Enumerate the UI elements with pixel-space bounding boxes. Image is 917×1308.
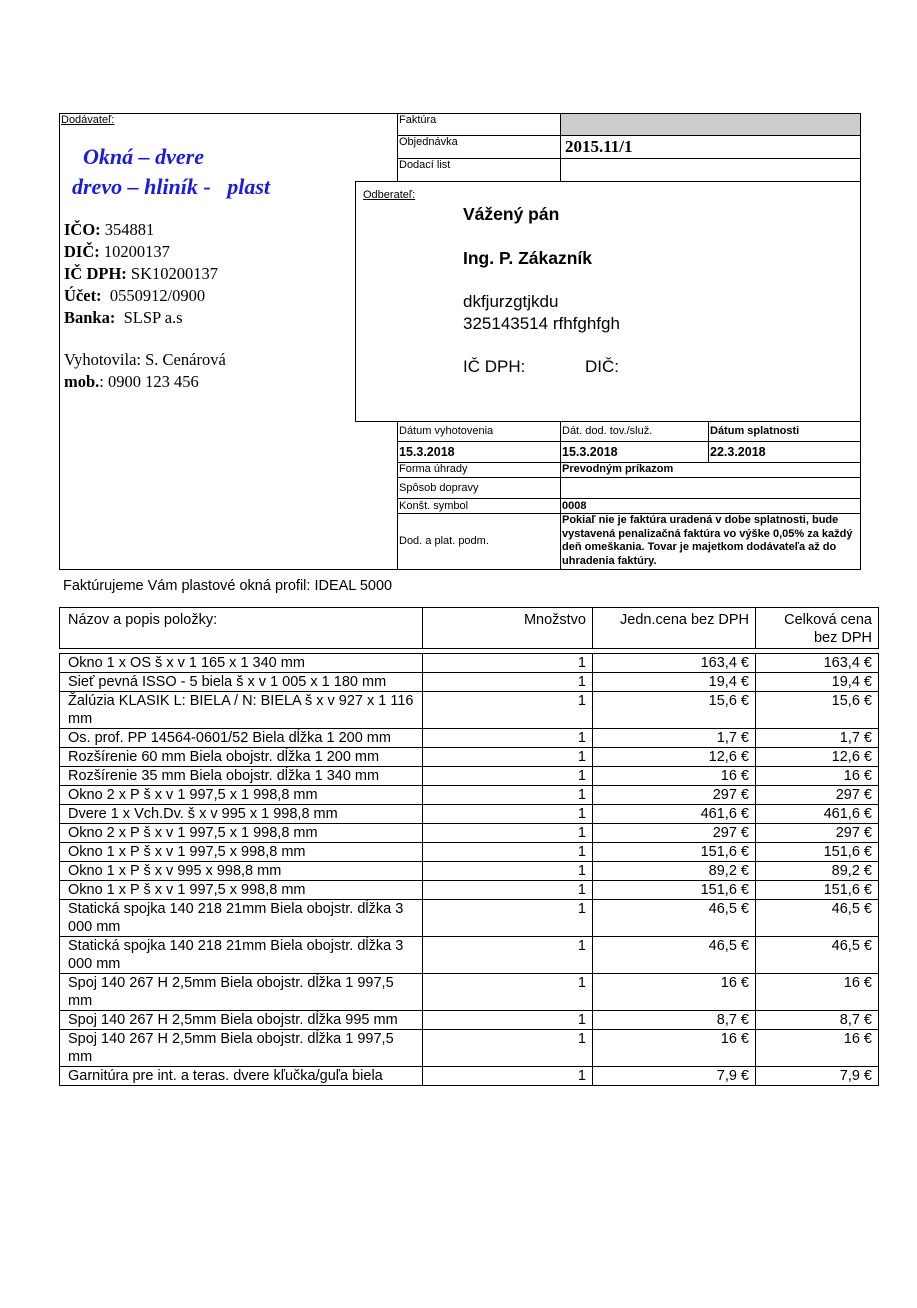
delivery-date-value: 15.3.2018	[562, 445, 618, 459]
supplier-brand-line1: Okná – dvere	[83, 144, 204, 169]
item-qty: 1	[423, 673, 593, 692]
item-qty: 1	[423, 786, 593, 805]
supplier-info	[64, 219, 354, 393]
grid-row1	[397, 441, 860, 442]
item-name: Garnitúra pre int. a teras. dvere kľučka/guľa biela	[60, 1067, 423, 1086]
issue-date-label: Dátum vyhotovenia	[399, 425, 494, 437]
item-qty: 1	[423, 824, 593, 843]
item-unit-price: 12,6 €	[593, 748, 756, 767]
item-unit-price: 16 €	[593, 974, 756, 1011]
supplier-ico: IČO: 354881	[64, 220, 155, 239]
item-qty: 1	[423, 937, 593, 974]
item-qty: 1	[423, 974, 593, 1011]
item-unit-price: 297 €	[593, 824, 756, 843]
item-total-price: 15,6 €	[756, 692, 879, 729]
item-total-price: 16 €	[756, 1030, 879, 1067]
faktura-label: Faktúra	[399, 114, 437, 126]
item-total-price: 89,2 €	[756, 862, 879, 881]
item-total-price: 7,9 €	[756, 1067, 879, 1086]
table-row	[60, 862, 879, 881]
payment-form-value: Prevodným príkazom	[562, 463, 674, 475]
item-name: Rozšírenie 35 mm Biela obojstr. dĺžka 1 340 mm	[60, 767, 423, 786]
table-row	[60, 881, 879, 900]
item-name: Statická spojka 140 218 21mm Biela obojstr. dĺžka 3 000 mm	[60, 937, 423, 974]
item-unit-price: 7,9 €	[593, 1067, 756, 1086]
item-qty: 1	[423, 748, 593, 767]
item-total-price: 46,5 €	[756, 937, 879, 974]
transport-label: Spôsob dopravy	[399, 482, 479, 494]
item-name: Okno 2 x P š x v 1 997,5 x 1 998,8 mm	[60, 786, 423, 805]
item-unit-price: 151,6 €	[593, 843, 756, 862]
supplier-brand-line2: drevo – hliník - plast	[72, 174, 271, 199]
objednavka-value: 2015.11/1	[565, 137, 633, 156]
table-row	[60, 1030, 879, 1067]
item-qty: 1	[423, 843, 593, 862]
item-total-price: 151,6 €	[756, 843, 879, 862]
col-header-name: Názov a popis položky:	[60, 608, 423, 649]
delivery-date-label: Dát. dod. tov./služ.	[562, 425, 653, 437]
customer-box-top	[355, 181, 860, 182]
supplier-account: Účet: 0550912/0900	[64, 286, 206, 305]
col-header-total-price: Celková cena bez DPH	[756, 608, 879, 649]
supplier-dic: DIČ: 10200137	[64, 242, 170, 261]
table-row	[60, 673, 879, 692]
hdr-row2	[397, 158, 860, 159]
grid-col-left	[397, 421, 398, 570]
table-row	[60, 805, 879, 824]
item-name: Okno 2 x P š x v 1 997,5 x 1 998,8 mm	[60, 824, 423, 843]
item-unit-price: 1,7 €	[593, 729, 756, 748]
supplier-issued-by: Vyhotovila: S. Cenárová	[64, 350, 226, 369]
item-qty: 1	[423, 654, 593, 673]
dodaci-list-label: Dodací list	[399, 159, 451, 171]
hdr-row1	[397, 135, 860, 136]
item-total-price: 1,7 €	[756, 729, 879, 748]
customer-icdph-label: IČ DPH:	[463, 357, 526, 376]
table-row	[60, 824, 879, 843]
item-unit-price: 8,7 €	[593, 1011, 756, 1030]
grid-row3	[397, 477, 860, 478]
supplier-brand	[63, 142, 353, 202]
item-unit-price: 46,5 €	[593, 937, 756, 974]
supplier-mobile: mob.: 0900 123 456	[64, 372, 199, 391]
item-unit-price: 16 €	[593, 767, 756, 786]
item-total-price: 151,6 €	[756, 881, 879, 900]
items-table	[59, 607, 879, 1086]
table-row	[60, 937, 879, 974]
supplier-label: Dodávateľ:	[61, 114, 115, 126]
item-qty: 1	[423, 1067, 593, 1086]
item-unit-price: 15,6 €	[593, 692, 756, 729]
table-row	[60, 729, 879, 748]
item-unit-price: 297 €	[593, 786, 756, 805]
item-name: Okno 1 x P š x v 1 997,5 x 998,8 mm	[60, 843, 423, 862]
customer-label: Odberateľ:	[363, 189, 416, 201]
terms-value: Pokiaľ nie je faktúra uradená v dobe splatnosti, bude vystavená penalizačná faktúra vo výške 0,05% za každý deň omeškania. Tovar je majetkom dodávateľa až do uhradenia faktúry.	[562, 514, 853, 567]
item-qty: 1	[423, 900, 593, 937]
table-row	[60, 692, 879, 729]
item-total-price: 16 €	[756, 974, 879, 1011]
items-table-header	[60, 608, 879, 649]
table-row	[60, 843, 879, 862]
item-qty: 1	[423, 692, 593, 729]
item-total-price: 8,7 €	[756, 1011, 879, 1030]
supplier-icdph: IČ DPH: SK10200137	[64, 264, 219, 283]
issue-date-value: 15.3.2018	[399, 445, 455, 459]
customer-salutation: Vážený pán	[463, 204, 560, 224]
item-total-price: 12,6 €	[756, 748, 879, 767]
table-row	[60, 974, 879, 1011]
item-name: Spoj 140 267 H 2,5mm Biela obojstr. dĺžka 1 997,5 mm	[60, 1030, 423, 1067]
table-row	[60, 1011, 879, 1030]
item-total-price: 19,4 €	[756, 673, 879, 692]
customer-box-left	[355, 181, 356, 421]
item-name: Sieť pevná ISSO - 5 biela š x v 1 005 x 1 180 mm	[60, 673, 423, 692]
item-total-price: 16 €	[756, 767, 879, 786]
item-name: Žalúzia KLASIK L: BIELA / N: BIELA š x v 927 x 1 116 mm	[60, 692, 423, 729]
item-qty: 1	[423, 862, 593, 881]
objednavka-label: Objednávka	[399, 136, 458, 148]
item-qty: 1	[423, 1011, 593, 1030]
item-unit-price: 46,5 €	[593, 900, 756, 937]
due-date-label: Dátum splatnosti	[710, 425, 800, 437]
hdr-col-left	[397, 113, 398, 182]
terms-label: Dod. a plat. podm.	[399, 535, 489, 547]
customer-name: Ing. P. Zákazník	[463, 248, 593, 268]
due-date-value: 22.3.2018	[710, 445, 766, 459]
customer-address-line1: dkfjurzgtjkdu	[463, 292, 559, 311]
item-unit-price: 19,4 €	[593, 673, 756, 692]
item-name: Spoj 140 267 H 2,5mm Biela obojstr. dĺžka 995 mm	[60, 1011, 423, 1030]
item-qty: 1	[423, 881, 593, 900]
customer-address-line2: 325143514 rfhfghfgh	[463, 314, 620, 333]
const-symbol-label: Konšt. symbol	[399, 500, 469, 512]
table-row	[60, 786, 879, 805]
item-total-price: 297 €	[756, 824, 879, 843]
intro-text: Faktúrujeme Vám plastové okná profil: IDEAL 5000	[63, 578, 393, 594]
grid-row4	[397, 498, 860, 499]
const-symbol-value: 0008	[562, 500, 587, 512]
item-unit-price: 89,2 €	[593, 862, 756, 881]
item-total-price: 163,4 €	[756, 654, 879, 673]
table-row	[60, 654, 879, 673]
item-name: Dvere 1 x Vch.Dv. š x v 995 x 1 998,8 mm	[60, 805, 423, 824]
item-unit-price: 163,4 €	[593, 654, 756, 673]
frame-left	[59, 113, 60, 570]
frame-right	[860, 113, 861, 570]
faktura-value-shade	[561, 114, 860, 135]
grid-col-mid	[560, 421, 561, 570]
item-unit-price: 151,6 €	[593, 881, 756, 900]
table-row	[60, 900, 879, 937]
item-qty: 1	[423, 805, 593, 824]
item-total-price: 46,5 €	[756, 900, 879, 937]
customer-box-bottom	[355, 421, 860, 422]
item-name: Statická spojka 140 218 21mm Biela obojstr. dĺžka 3 000 mm	[60, 900, 423, 937]
items-table-body	[60, 654, 879, 1086]
item-unit-price: 461,6 €	[593, 805, 756, 824]
item-name: Rozšírenie 60 mm Biela obojstr. dĺžka 1 200 mm	[60, 748, 423, 767]
item-name: Os. prof. PP 14564-0601/52 Biela dĺžka 1 200 mm	[60, 729, 423, 748]
table-row	[60, 767, 879, 786]
item-name: Spoj 140 267 H 2,5mm Biela obojstr. dĺžka 1 997,5 mm	[60, 974, 423, 1011]
item-total-price: 297 €	[756, 786, 879, 805]
item-unit-price: 16 €	[593, 1030, 756, 1067]
customer-dic-label: DIČ:	[585, 357, 619, 376]
item-qty: 1	[423, 767, 593, 786]
col-header-qty: Množstvo	[423, 608, 593, 649]
col-header-unit-price: Jedn.cena bez DPH	[593, 608, 756, 649]
item-name: Okno 1 x P š x v 995 x 998,8 mm	[60, 862, 423, 881]
table-row	[60, 1067, 879, 1086]
payment-form-label: Forma úhrady	[399, 463, 468, 475]
item-total-price: 461,6 €	[756, 805, 879, 824]
item-name: Okno 1 x OS š x v 1 165 x 1 340 mm	[60, 654, 423, 673]
table-row	[60, 748, 879, 767]
item-qty: 1	[423, 729, 593, 748]
item-name: Okno 1 x P š x v 1 997,5 x 998,8 mm	[60, 881, 423, 900]
grid-col-right	[708, 421, 709, 463]
supplier-bank: Banka: SLSP a.s	[64, 308, 183, 327]
frame-bottom	[59, 569, 861, 570]
item-qty: 1	[423, 1030, 593, 1067]
